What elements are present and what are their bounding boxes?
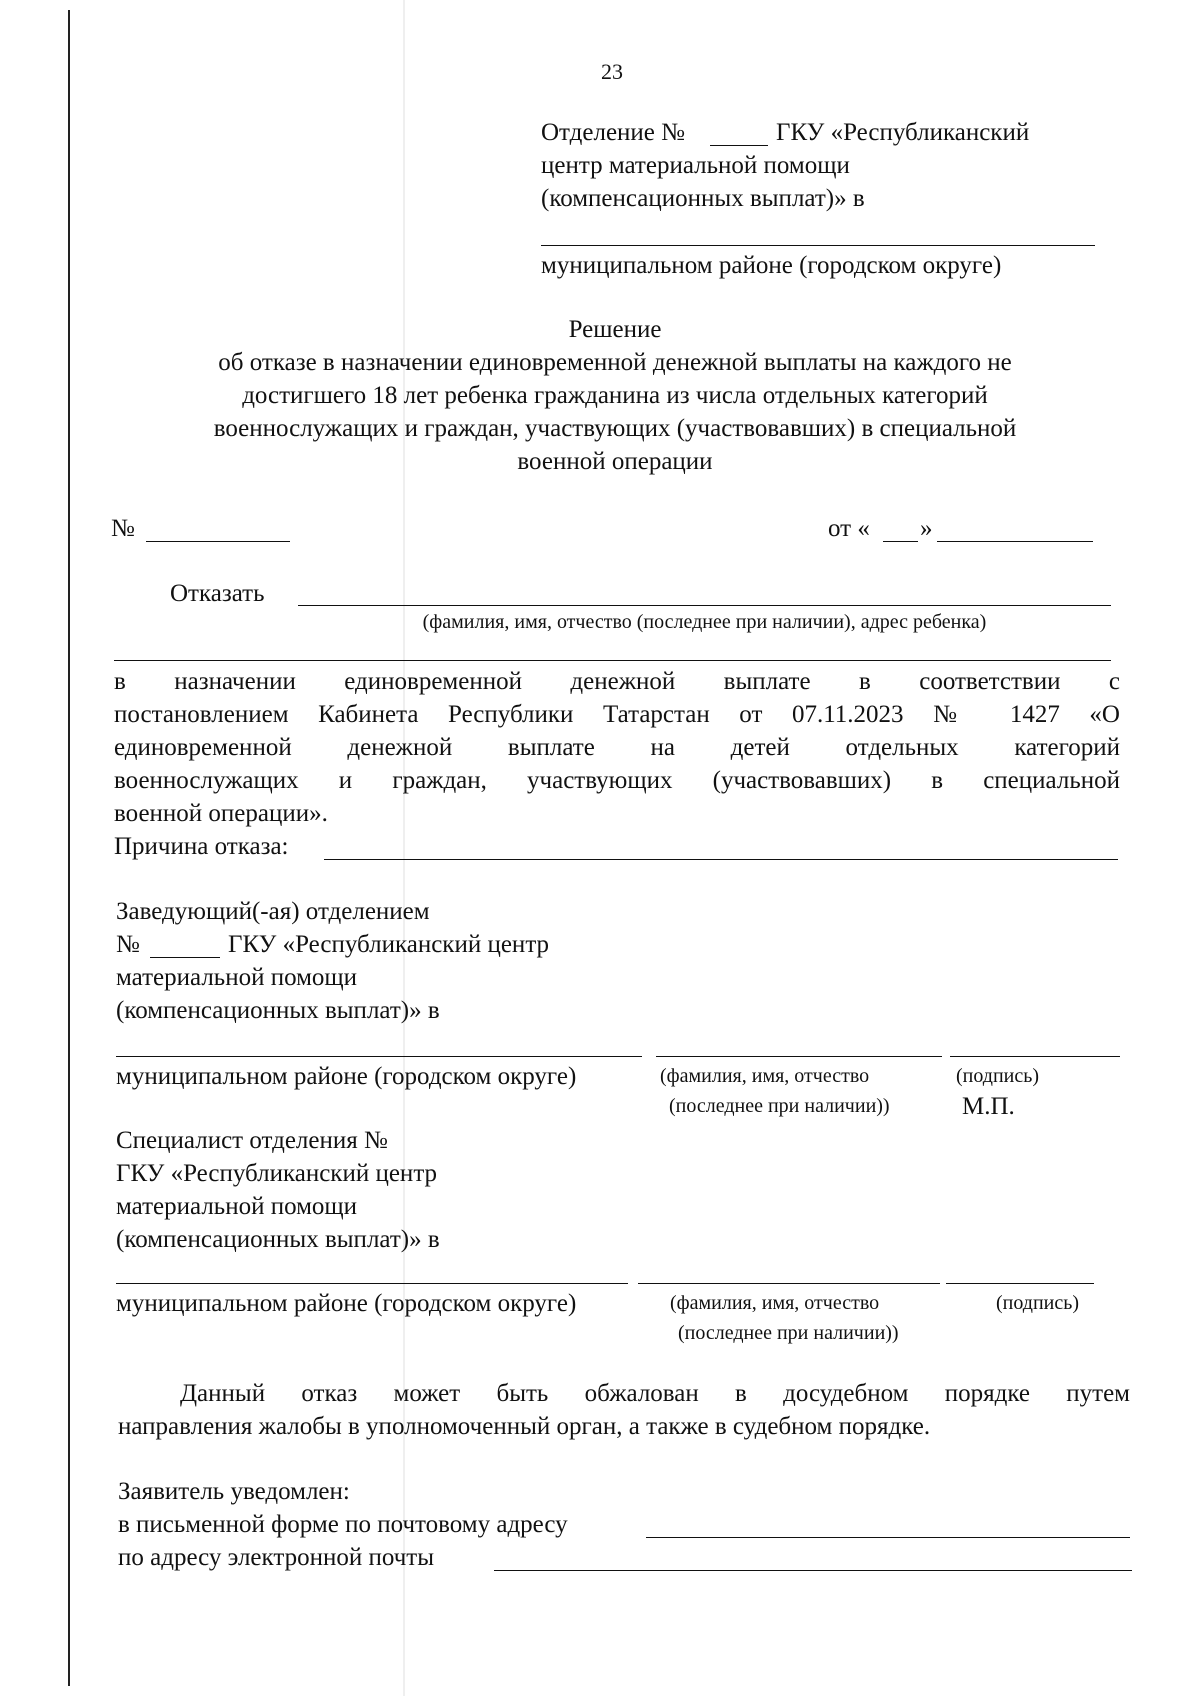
child-address-field[interactable] xyxy=(114,660,1111,661)
district-field[interactable] xyxy=(541,245,1095,246)
date-mid: » xyxy=(920,515,933,542)
doc-number-label: № xyxy=(111,515,135,542)
header-office-label: Отделение № xyxy=(541,119,685,146)
spec-line-5: муниципальном районе (городском округе) xyxy=(116,1290,577,1317)
notified-email-label: по адресу электронной почты xyxy=(118,1544,434,1571)
body-line-4: военнослужащих и граждан, участвующих (участвовавших) в специальной xyxy=(114,767,1120,794)
child-name-hint: (фамилия, имя, отчество (последнее при наличии), адрес ребенка) xyxy=(422,611,987,633)
office-number-field[interactable] xyxy=(710,145,768,146)
spec-line-4: (компенсационных выплат)» в xyxy=(116,1226,440,1253)
notified-postal-label: в письменной форме по почтовому адресу xyxy=(118,1511,568,1538)
date-day-field[interactable] xyxy=(883,541,918,542)
head-line-1: Заведующий(-ая) отделением xyxy=(116,898,430,925)
head-line-5: муниципальном районе (городском округе) xyxy=(116,1063,577,1090)
head-signature-hint: (подпись) xyxy=(956,1065,1040,1087)
reason-label: Причина отказа: xyxy=(114,833,289,860)
spec-fio-hint-2: (последнее при наличии)) xyxy=(678,1322,899,1344)
spec-fio-hint-1: (фамилия, имя, отчество xyxy=(670,1292,880,1314)
appeal-line-1: Данный отказ может быть обжалован в досудебном порядке путем xyxy=(180,1380,1130,1407)
notified-title: Заявитель уведомлен: xyxy=(118,1478,350,1505)
head-line-3: материальной помощи xyxy=(116,964,358,991)
head-office-number-field[interactable] xyxy=(150,957,220,958)
head-fio-hint-2: (последнее при наличии)) xyxy=(669,1095,890,1117)
body-line-3: единовременной денежной выплате на детей отдельных категорий xyxy=(114,734,1120,761)
spec-signature-field[interactable] xyxy=(946,1283,1094,1284)
appeal-line-2: направления жалобы в уполномоченный орган, а также в судебном порядке. xyxy=(118,1413,931,1440)
body-line-1: в назначении единовременной денежной выплате в соответствии с xyxy=(114,668,1120,695)
date-prefix: от « xyxy=(828,515,870,542)
reason-field[interactable] xyxy=(324,859,1118,860)
child-name-field[interactable] xyxy=(298,605,1111,606)
refuse-label: Отказать xyxy=(170,580,265,607)
document-heading: Решение xyxy=(568,316,662,343)
header-line-2: центр материальной помощи xyxy=(541,152,850,179)
spec-line-1: Специалист отделения № xyxy=(116,1127,388,1154)
head-number-label: № xyxy=(116,931,140,958)
spec-fio-field[interactable] xyxy=(638,1283,940,1284)
page-number: 23 xyxy=(601,59,623,84)
body-line-5: военной операции». xyxy=(114,800,328,827)
doc-number-field[interactable] xyxy=(146,541,290,542)
head-fio-hint-1: (фамилия, имя, отчество xyxy=(660,1065,870,1087)
head-fio-field[interactable] xyxy=(656,1056,942,1057)
spec-signature-hint: (подпись) xyxy=(996,1292,1080,1314)
head-district-field[interactable] xyxy=(116,1056,642,1057)
binding-edge xyxy=(68,10,70,1686)
spec-district-field[interactable] xyxy=(116,1283,628,1284)
date-month-year-field[interactable] xyxy=(937,541,1093,542)
header-district-caption: муниципальном районе (городском округе) xyxy=(541,252,1002,279)
head-signature-field[interactable] xyxy=(950,1056,1120,1057)
title-line-4: военной операции xyxy=(517,448,713,475)
email-address-field[interactable] xyxy=(494,1570,1132,1571)
title-line-3: военнослужащих и граждан, участвующих (участвовавших) в специальной xyxy=(213,415,1017,442)
spec-line-2: ГКУ «Республиканский центр xyxy=(116,1160,438,1187)
head-line-4: (компенсационных выплат)» в xyxy=(116,997,440,1024)
header-org-name: ГКУ «Республиканский xyxy=(776,119,1030,146)
stamp-place: М.П. xyxy=(962,1093,1015,1120)
header-line-3: (компенсационных выплат)» в xyxy=(541,185,865,212)
spec-line-3: материальной помощи xyxy=(116,1193,358,1220)
title-line-1: об отказе в назначении единовременной денежной выплаты на каждого не xyxy=(218,349,1012,376)
title-line-2: достигшего 18 лет ребенка гражданина из числа отдельных категорий xyxy=(242,382,988,409)
head-line-2: ГКУ «Республиканский центр xyxy=(228,931,550,958)
postal-address-field[interactable] xyxy=(646,1537,1130,1538)
body-line-2: постановлением Кабинета Республики Татарстан от 07.11.2023 № 1427 «О xyxy=(114,701,1120,728)
